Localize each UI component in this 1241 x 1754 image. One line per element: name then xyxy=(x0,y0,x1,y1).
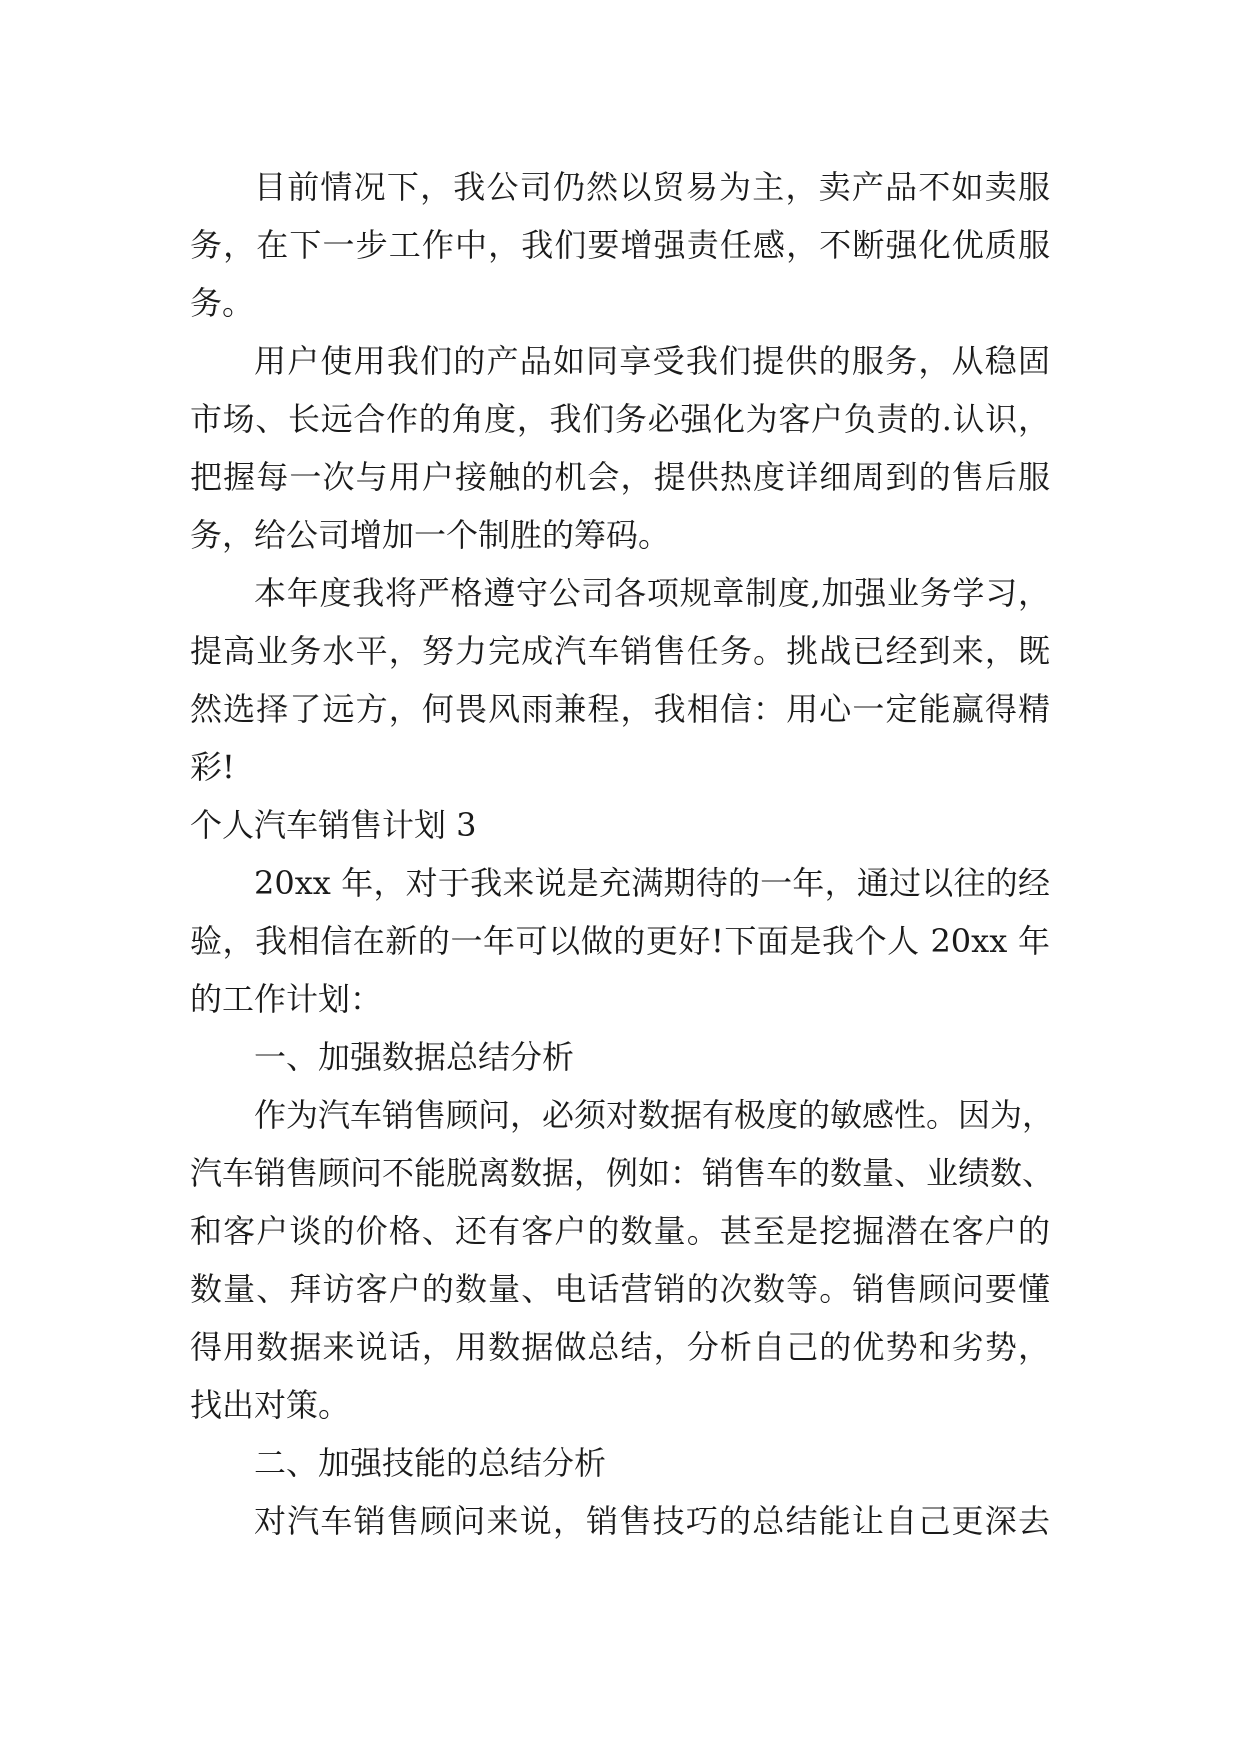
text-line: 务，给公司增加一个制胜的筹码。 xyxy=(190,516,671,554)
text-line: 得用数据来说话，用数据做总结，分析自己的优势和劣势， xyxy=(190,1328,1050,1366)
text-line: 本年度我将严格遵守公司各项规章制度,加强业务学习， xyxy=(254,574,1050,612)
text-line: 提高业务水平，努力完成汽车销售任务。挑战已经到来，既 xyxy=(190,632,1050,670)
text-line: 务，在下一步工作中，我们要增强责任感，不断强化优质服 xyxy=(190,226,1050,264)
text-line: 的工作计划： xyxy=(190,980,383,1018)
section-heading: 个人汽车销售计划 3 xyxy=(190,806,477,844)
text-line: 用户使用我们的产品如同享受我们提供的服务，从稳固 xyxy=(254,342,1050,380)
text-line: 作为汽车销售顾问，必须对数据有极度的敏感性。因为， xyxy=(254,1096,1055,1134)
text-line: 和客户谈的价格、还有客户的数量。甚至是挖掘潜在客户的 xyxy=(190,1212,1050,1250)
subsection-heading: 一、加强数据总结分析 xyxy=(254,1038,575,1076)
text-line: 找出对策。 xyxy=(190,1386,351,1424)
text-line: 对汽车销售顾问来说，销售技巧的总结能让自己更深去 xyxy=(254,1502,1050,1540)
text-line: 务。 xyxy=(190,284,255,322)
text-line: 目前情况下，我公司仍然以贸易为主，卖产品不如卖服 xyxy=(254,168,1050,206)
document-body xyxy=(190,158,1055,1550)
text-line: 验，我相信在新的一年可以做的更好!下面是我个人 20xx 年 xyxy=(190,922,1050,960)
text-line: 然选择了远方，何畏风雨兼程，我相信：用心一定能赢得精 xyxy=(190,690,1050,728)
text-line: 把握每一次与用户接触的机会，提供热度详细周到的售后服 xyxy=(190,458,1050,496)
text-line: 彩! xyxy=(190,748,235,786)
subsection-heading: 二、加强技能的总结分析 xyxy=(254,1444,607,1482)
text-line: 市场、长远合作的角度，我们务必强化为客户负责的.认识， xyxy=(190,400,1050,438)
text-line: 数量、拜访客户的数量、电话营销的次数等。销售顾问要懂 xyxy=(190,1270,1050,1308)
text-line: 20xx 年，对于我来说是充满期待的一年，通过以往的经 xyxy=(254,864,1050,902)
text-line: 汽车销售顾问不能脱离数据，例如：销售车的数量、业绩数、 xyxy=(190,1154,1055,1192)
